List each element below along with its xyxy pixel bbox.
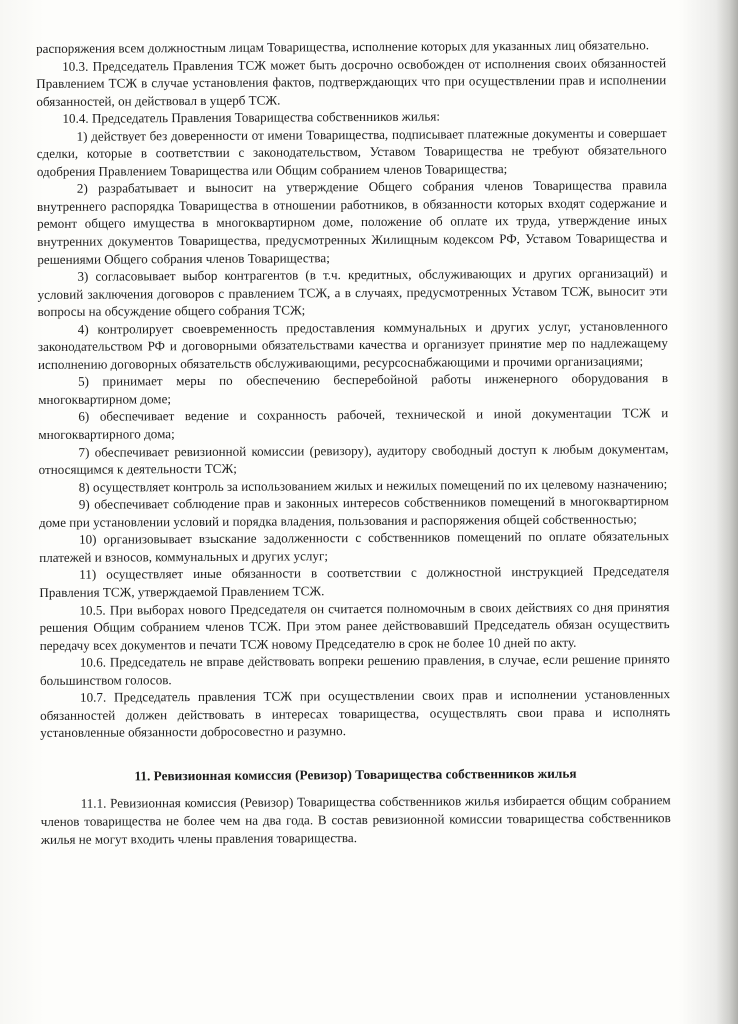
clause-10-5: 10.5. При выборах нового Председателя он считается полномочным в своих действиях со дня принятия решения Общим собранием членов ТСЖ. При этом ранее действовавший Председатель обязан осуществить передачу всех документов и печати ТСЖ новому Председателю в срок не более 10 дней по акту.: [39, 598, 670, 653]
clause-10-3: 10.3. Председатель Правления ТСЖ может быть досрочно освобожден от исполнения своих обязанностей Правлением ТСЖ в случае установления фактов, подтверждающих что при осуществлении прав и исполнении обязанностей, он действовал в ущерб ТСЖ.: [36, 54, 667, 109]
clause-10-4-item-8: 8) осуществляет контроль за использованием жилых и нежилых помещений по их целевому назначению;: [78, 475, 668, 495]
document-body: [36, 36, 671, 848]
clause-10-4-item-7: 7) обеспечивает ревизионной комиссии (ревизору), аудитору свободный доступ к любым документам, относящимся к деятельности ТСЖ;: [38, 440, 669, 478]
clause-10-4-item-1: 1) действует без доверенности от имени Товарищества, подписывает платежные документы и совершает сделки, которые в соответствии с законодательством, Уставом Товарищества не требуют обязательного одобрения Правлением Товарищества или Общим собранием членов Товарищества;: [36, 124, 667, 179]
clause-10-7: 10.7. Председатель правления ТСЖ при осуществлении своих прав и исполнении установленных обязанностей должен действовать в интересах товарищества, осуществлять свои права и исполнять установленные обязанности добросовестно и разумно.: [40, 686, 671, 741]
clause-10-4-item-9: 9) обеспечивает соблюдение прав и законных интересов собственников помещений в многоквартирном доме при установлении условий и порядка владения, пользования и распоряжения общей собственностью;: [38, 493, 669, 530]
clause-10-4-item-4: 4) контролирует своевременность предоставления коммунальных и других услуг, установленного законодательством РФ и договорными обязательствами качества и организует принятие мер по надлежащему исполнению договорных обязательств обслуживающими, ресурсоснабжающими и прочими организациями;: [37, 317, 668, 372]
clause-10-4-item-3: 3) согласовывает выбор контрагентов (в т.ч. кредитных, обслуживающих и других организаций) и условий заключения договоров с правлением ТСЖ, а в случаях, предусмотренных Уставом ТСЖ, выносит эти вопросы на обсуждение общего собрания ТСЖ;: [37, 265, 668, 320]
clause-10-4-item-11: 11) осуществляет иные обязанности в соответствии с должностной инструкцией Председателя Правления ТСЖ, утверждаемой Правлением ТСЖ.: [39, 563, 670, 600]
clause-10-4-item-5: 5) принимает меры по обеспечению бесперебойной работы инженерного оборудования в многоквартирном доме;: [38, 370, 669, 407]
clause-10-4: 10.4. Председатель Правления Товарищества собственников жилья:: [62, 108, 441, 127]
clause-11-1: 11.1. Ревизионная комиссия (Ревизор) Товарищества собственников жилья избирается общим собранием членов товарищества не более чем на два года. В состав ревизионной комиссии товарищества собственников жилья не могут входить члены правления товарищества.: [40, 792, 671, 847]
clause-10-4-item-2: 2) разрабатывает и выносит на утверждение Общего собрания членов Товарищества правила внутреннего распорядка Товарищества в отношении работников, в обязанности которых входят содержание и ремонт общего имущества в многоквартирном доме, положение об оплате их труда, утверждение иных внутренних документов Товарищества, предусмотренных Жилищным кодексом РФ, Уставом Товарищества и решениями Общего собрания членов Товарищества;: [36, 177, 668, 267]
page-edge-shadow: [716, 0, 738, 1024]
clause-10-6: 10.6. Председатель не вправе действовать вопреки решению правления, в случае, если решение принято большинством голосов.: [39, 651, 670, 688]
clause-10-4-item-10: 10) организовывает взыскание задолженности с собственников помещений по оплате обязательных платежей и взносов, коммунальных и других услуг;: [39, 528, 670, 565]
clause-10-4-item-6: 6) обеспечивает ведение и сохранность рабочей, технической и иной документации ТСЖ и многоквартирного дома;: [38, 405, 669, 443]
paragraph-continuation: распоряжения всем должностным лицам Товарищества, исполнение которых для указанных лиц обязательно.: [36, 37, 650, 56]
section-heading: 11. Ревизионная комиссия (Ревизор) Товарищества собственников жилья: [134, 765, 577, 784]
